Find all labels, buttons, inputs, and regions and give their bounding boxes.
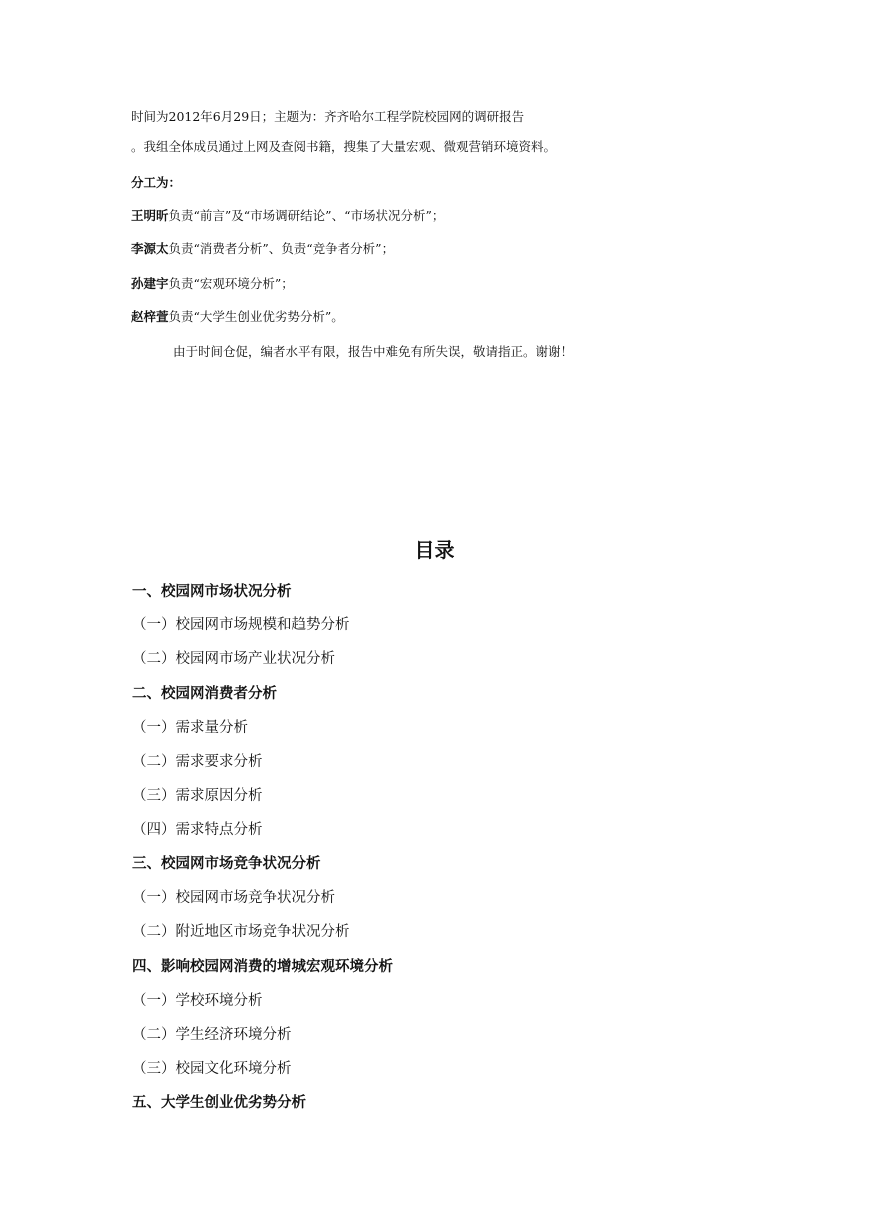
member-task: 负责“宏观环境分析”； [168, 276, 294, 291]
member-name: 李源太 [131, 241, 169, 256]
toc-item: （一）需求量分析 [132, 720, 248, 736]
toc-item: （二）附近地区市场竞争状况分析 [132, 924, 350, 940]
assignment-1 [131, 206, 444, 224]
toc-item: （二）需求要求分析 [132, 754, 263, 770]
toc-heading-2: 二、校园网消费者分析 [132, 685, 277, 702]
assignment-4 [131, 307, 344, 325]
toc-item: （一）校园网市场竞争状况分析 [132, 890, 335, 906]
toc-heading-3: 三、校园网市场竞争状况分析 [132, 855, 321, 872]
member-task: 负责“前言”及“市场调研结论”、“市场状况分析”； [168, 208, 445, 223]
assignment-3 [131, 274, 294, 292]
member-name: 孙建宇 [131, 276, 169, 291]
toc-heading-1: 一、校园网市场状况分析 [132, 583, 292, 600]
member-name: 王明昕 [131, 208, 169, 223]
assignment-2 [131, 239, 394, 257]
member-task: 负责“大学生创业优劣势分析”。 [168, 309, 344, 324]
toc-item: （三）需求原因分析 [132, 788, 263, 804]
member-name: 赵梓萱 [131, 309, 169, 324]
toc-heading-5: 五、大学生创业优劣势分析 [132, 1094, 306, 1111]
toc-item: （一）校园网市场规模和趋势分析 [132, 617, 350, 633]
member-task: 负责“消费者分析”、负责“竞争者分析”； [168, 241, 395, 256]
division-label: 分工为： [131, 175, 182, 190]
toc-item: （二）校园网市场产业状况分析 [132, 651, 335, 667]
intro-line-2: 。我组全体成员通过上网及查阅书籍，搜集了大量宏观、微观营销环境资料。 [131, 139, 557, 154]
toc-heading-4: 四、影响校园网消费的增城宏观环境分析 [132, 958, 393, 975]
toc-item: （三）校园文化环境分析 [132, 1061, 292, 1077]
toc-title: 目录 [414, 538, 455, 562]
intro-line-1: 时间为2012年6月29日；主题为：齐齐哈尔工程学院校园网的调研报告 [131, 109, 525, 124]
toc-item: （二）学生经济环境分析 [132, 1027, 292, 1043]
toc-item: （一）学校环境分析 [132, 993, 263, 1009]
closing-note: 由于时间仓促，编者水平有限，报告中难免有所失误，敬请指正。谢谢！ [173, 344, 574, 359]
toc-item: （四）需求特点分析 [132, 822, 263, 838]
